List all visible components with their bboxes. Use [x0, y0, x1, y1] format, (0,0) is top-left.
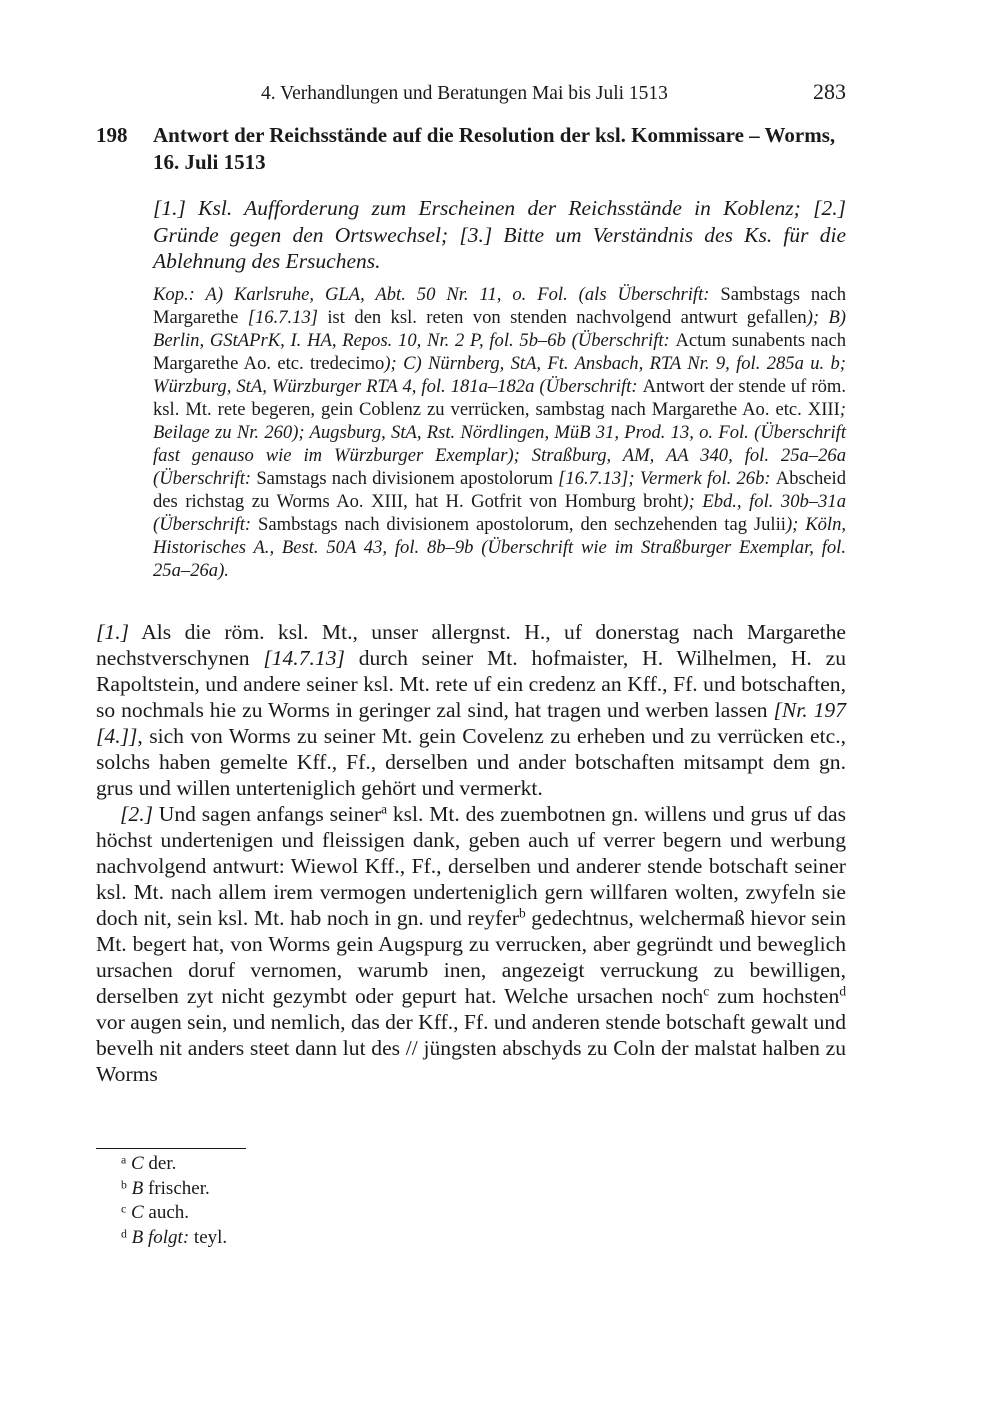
source-quote: ist den ksl. reten von stenden nachvolgend antwurt gefallen [318, 307, 807, 328]
source-segment: ); Köln, Historisches A., Best. 50A 43, fol. 8b–9b (Überschrift wie im Straßburger Exemplar, fol. 25a–26a). [153, 514, 847, 581]
source-segment: ); Ebd., fol. 30b–31a (Überschrift: [153, 491, 846, 535]
source-segment: [16.7.13]; Vermerk fol. 26b: [558, 468, 776, 489]
source-segment: ; Beilage zu Nr. 260); Augsburg, StA, Rst. Nördlingen, MüB 31, Prod. 13, o. Fol. (Überschrift fast genauso wie im Würzburger Exemplar); Straßburg, AM, AA 340, fol. 25a–26a (Überschrift: [153, 399, 846, 489]
footnote-mark: d [121, 1227, 127, 1241]
paragraph-2 [96, 801, 846, 1087]
source-quote: Abscheid des richstag zu Worms Ao. XIII, hat H. Gotfrit von Homburg broht [153, 468, 847, 512]
paragraph-text: ksl. Mt. des zuembotnen gn. willens und grus uf das höchst undertenigen und fleissigen dank, geben auch uf verrer begern und werbung nachvolgend antwurt: Wiewol Kff., Ff., derselben und anderer stende botschaft seiner ksl. Mt. nach allem irem vermogen underteniglich gern willfaren wolten, zwyfeln sie doch nit, sein ksl. Mt. hab noch in gn. und reyfer [96, 802, 846, 930]
footnote-siglum: C [130, 1153, 144, 1174]
footnote [121, 1152, 227, 1177]
paragraph-text: Und sagen anfangs seiner [153, 802, 382, 826]
footnote-ref-d: d [839, 983, 846, 999]
source-quote: Actum sunabents nach Margarethe Ao. etc. tredecimo [153, 330, 846, 374]
footnote-mark: a [121, 1153, 127, 1167]
source-segment: ); C) Nürnberg, StA, Ft. Ansbach, RTA Nr. 9, fol. 285a u. b; Würzburg, StA, Würzburger RTA 4, fol. 181a–182a (Überschrift: [153, 353, 846, 397]
paragraph-text: durch seiner Mt. hofmaister, H. Wilhelmen, H. zu Rapoltstein, und andere seiner ksl. Mt. rete uf ein credenz an Kff., Ff. und botschaften, so nochmals hie zu Worms in geringer zal sind, hat tragen und werben lassen [96, 646, 846, 722]
paragraph-1 [96, 619, 846, 801]
footnotes [121, 1152, 227, 1251]
footnote-siglum: B [131, 1177, 144, 1199]
footnote-mark: b [121, 1178, 127, 1192]
running-head [96, 78, 846, 108]
paragraph-text: vor augen sein, und nemlich, das der Kff., Ff. und anderen stende botschaft gewalt und bevelh nit anders steet dann lut des // jüngsten abschyds zu Coln der malstat halben zu Worms [96, 1010, 846, 1086]
document-title: Antwort der Reichsstände auf die Resolution der ksl. Kommissare – Worms, 16. Juli 1513 [153, 123, 836, 174]
footnote-siglum: C [130, 1202, 144, 1224]
page-number: 283 [813, 79, 846, 104]
footnote-text: teyl. [189, 1227, 228, 1249]
paragraph-text: , sich von Worms zu seiner Mt. gein Covelenz zu erheben und zu verrücken etc., solchs haben gemelte Kff., Ff., derselben und ander botschaften mitsampt dem gn. grus und willen unterteniglich gehört und vermerkt. [96, 724, 846, 800]
source-apparatus [153, 283, 846, 582]
paragraph-text: Als die röm. ksl. Mt., unser allergnst. H., uf donerstag nach Margarethe nechstverschynen [96, 620, 846, 670]
running-title: 4. Verhandlungen und Beratungen Mai bis Juli 1513 [261, 83, 668, 104]
footnote-ref-b: b [518, 905, 526, 921]
footnote-text: der. [143, 1153, 177, 1174]
footnote [121, 1201, 227, 1226]
footnote [121, 1177, 227, 1202]
footnote-text: frischer. [143, 1177, 210, 1199]
source-quote: Samstags nach divisionem apostolorum [256, 468, 559, 489]
source-date: [16.7.13] [247, 307, 318, 328]
footnote-text: auch. [143, 1202, 190, 1224]
regest: [1.] Ksl. Aufforderung zum Erscheinen der Reichsstände in Koblenz; [2.] Gründe gegen den Ortswechsel; [3.] Bitte um Verständnis des Ks. für die Ablehnung des Ersuchens. [153, 196, 846, 273]
source-segment: ); B) Berlin, GStAPrK, I. HA, Repos. 10, Nr. 2 P, fol. 5b–6b (Überschrift: [153, 307, 846, 351]
body-text [96, 619, 846, 1087]
source-segment: Kop.: A) Karlsruhe, GLA, Abt. 50 Nr. 11, o. Fol. (als Überschrift: [153, 284, 721, 305]
source-quote: Sambstags nach Margarethe [153, 284, 847, 328]
paragraph-marker: [2.] [120, 802, 154, 826]
paragraph-marker: [1.] [96, 620, 130, 644]
date-annotation: [14.7.13] [263, 646, 345, 670]
cross-reference: [Nr. 197 [4.]] [96, 698, 846, 748]
document-number: 198 [96, 123, 128, 147]
footnote [121, 1226, 227, 1251]
footnote-ref-a: a [381, 801, 388, 817]
paragraph-text: zum hochsten [709, 984, 840, 1008]
footnote-ref-c: c [703, 983, 710, 999]
paragraph-text: gedechtnus, welchermaß hievor sein Mt. begert hat, von Worms gein Augspurg zu verrucken, aber gegründt und beweglich ursachen doruf vernomen, warumb inen, angezeigt verruckung zu bewilligen, derselben zyt nicht gezymbt oder gepurt hat. Welche ursachen noch [96, 906, 846, 1008]
source-quote: Antwort der stende uf röm. ksl. Mt. rete begeren, gein Coblenz zu verrücken, sambstag nach Margarethe Ao. etc. XIII [153, 376, 846, 420]
footnote-mark: c [121, 1203, 127, 1217]
source-quote: Sambstags nach divisionem apostolorum, den sechzehenden tag Julii [258, 514, 786, 535]
footnote-siglum: B folgt: [131, 1227, 190, 1249]
footnote-divider [96, 1148, 246, 1149]
